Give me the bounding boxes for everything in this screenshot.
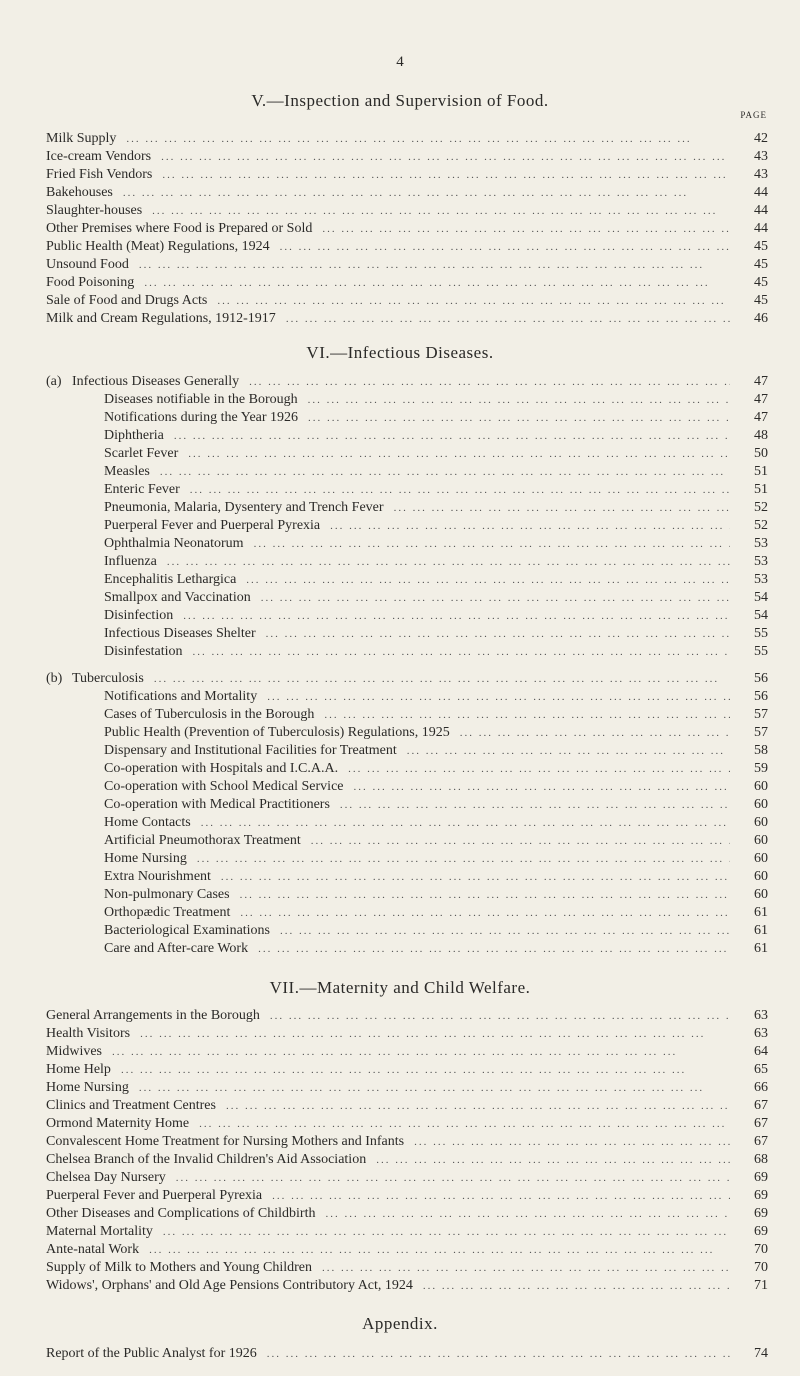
toc-dot-leader bbox=[150, 463, 730, 481]
toc-entry bbox=[46, 1133, 768, 1151]
toc-entry-page: 63 bbox=[754, 1026, 768, 1041]
toc-entry bbox=[46, 571, 768, 589]
toc-entry bbox=[46, 724, 768, 742]
toc-dot-leader bbox=[344, 778, 731, 796]
toc-entry-page: 57 bbox=[754, 707, 768, 722]
toc-entry-label: Ormond Maternity Home bbox=[46, 1116, 190, 1131]
toc-entry-page: 60 bbox=[754, 797, 768, 812]
toc-entry-page: 54 bbox=[754, 590, 768, 605]
toc-entry-label: Home Nursing bbox=[46, 1080, 129, 1095]
toc-entry-label: Milk and Cream Regulations, 1912-1917 bbox=[46, 311, 276, 326]
toc-dot-leader bbox=[152, 166, 730, 184]
toc-dot-leader bbox=[153, 1223, 730, 1241]
toc-entry-label: Dispensary and Institutional Facilities for Treatment bbox=[104, 743, 397, 758]
toc-entry-page: 60 bbox=[754, 887, 768, 902]
toc-entry-label: Infectious Diseases Shelter bbox=[104, 626, 256, 641]
toc-entry bbox=[46, 553, 768, 571]
toc-entry-page: 67 bbox=[754, 1116, 768, 1131]
toc-entry bbox=[46, 481, 768, 499]
toc-entry bbox=[46, 445, 768, 463]
toc-entry-label: Midwives bbox=[46, 1044, 102, 1059]
toc-dot-leader bbox=[157, 553, 730, 571]
toc-entry bbox=[46, 922, 768, 940]
toc-entry-page: 71 bbox=[754, 1278, 768, 1293]
toc-entry-page: 63 bbox=[754, 1008, 768, 1023]
toc-dot-leader bbox=[239, 373, 730, 391]
toc-dot-leader bbox=[270, 238, 730, 256]
toc-entry bbox=[46, 391, 768, 409]
toc-entry-label: Co-operation with School Medical Service bbox=[104, 779, 344, 794]
toc-entry bbox=[46, 1345, 768, 1363]
toc-entry-page: 53 bbox=[754, 572, 768, 587]
section-title-infectious: VI.—Infectious Diseases. bbox=[306, 343, 494, 362]
toc-entry-label: Home Nursing bbox=[104, 851, 187, 866]
toc-entry bbox=[46, 1025, 768, 1043]
toc-entry bbox=[46, 256, 768, 274]
toc-entry-page: 42 bbox=[754, 131, 768, 146]
toc-entry-page: 61 bbox=[754, 923, 768, 938]
toc-entry bbox=[46, 202, 768, 220]
toc-entry-page: 60 bbox=[754, 815, 768, 830]
toc-entry-label: Bacteriological Examinations bbox=[104, 923, 271, 938]
toc-entry bbox=[46, 1115, 768, 1133]
toc-entry bbox=[46, 1151, 768, 1169]
toc-entry-page: 64 bbox=[754, 1044, 768, 1059]
toc-entry-page: 53 bbox=[754, 536, 768, 551]
toc-entry-page: 69 bbox=[754, 1170, 768, 1185]
toc-entry-label: Puerperal Fever and Puerperal Pyrexia bbox=[46, 1188, 263, 1203]
toc-entry-label: Public Health (Meat) Regulations, 1924 bbox=[46, 239, 270, 254]
toc-entry-label: Puerperal Fever and Puerperal Pyrexia bbox=[104, 518, 321, 533]
toc-entry-label: Artificial Pneumothorax Treatment bbox=[104, 833, 301, 848]
toc-entry bbox=[46, 688, 768, 706]
toc-entry bbox=[46, 643, 768, 661]
toc-entry-page: 60 bbox=[754, 869, 768, 884]
toc-entry bbox=[46, 1097, 768, 1115]
toc-dot-leader bbox=[129, 1079, 730, 1097]
toc-entry-page: 45 bbox=[754, 275, 768, 290]
toc-entry bbox=[46, 850, 768, 868]
toc-entry bbox=[46, 778, 768, 796]
toc-entry-label: Fried Fish Vendors bbox=[46, 167, 153, 182]
toc-entry bbox=[46, 1223, 768, 1241]
toc-entry bbox=[46, 832, 768, 850]
toc-entry-label: Chelsea Day Nursery bbox=[46, 1170, 166, 1185]
toc-entry-page: 67 bbox=[754, 1098, 768, 1113]
toc-dot-leader bbox=[244, 535, 730, 553]
toc-dot-leader bbox=[257, 688, 730, 706]
toc-entry-label: Unsound Food bbox=[46, 257, 129, 272]
toc-entry-label: Health Visitors bbox=[46, 1026, 131, 1041]
toc-entry bbox=[46, 310, 768, 328]
toc-entry bbox=[46, 1259, 768, 1277]
toc-entry-page: 56 bbox=[754, 689, 768, 704]
toc-entry bbox=[46, 1043, 768, 1061]
toc-dot-leader bbox=[189, 1115, 730, 1133]
toc-entry bbox=[46, 463, 768, 481]
toc-entry-label: Co-operation with Hospitals and I.C.A.A. bbox=[104, 761, 339, 776]
toc-dot-leader bbox=[166, 1169, 730, 1187]
toc-entry-label: Other Diseases and Complications of Childbirth bbox=[46, 1206, 316, 1221]
toc-entry-label: Report of the Public Analyst for 1926 bbox=[46, 1346, 257, 1361]
toc-entry-page: 60 bbox=[754, 779, 768, 794]
toc-section-maternity bbox=[46, 1007, 768, 1295]
toc-entry-label: Non-pulmonary Cases bbox=[104, 887, 230, 902]
toc-entry-page: 68 bbox=[754, 1152, 768, 1167]
toc-entry-page: 43 bbox=[754, 149, 768, 164]
toc-entry-label: Milk Supply bbox=[46, 131, 117, 146]
toc-entry-page: 70 bbox=[754, 1260, 768, 1275]
toc-entry bbox=[46, 1169, 768, 1187]
toc-entry bbox=[46, 535, 768, 553]
toc-dot-leader bbox=[276, 310, 730, 328]
toc-entry-label: Ante-natal Work bbox=[46, 1242, 140, 1257]
toc-entry-label: Public Health (Prevention of Tuberculosis) Regulations, 1925 bbox=[104, 725, 450, 740]
toc-entry-page: 56 bbox=[754, 671, 768, 686]
toc-entry bbox=[46, 1187, 768, 1205]
toc-entry-page: 53 bbox=[754, 554, 768, 569]
toc-entry bbox=[46, 814, 768, 832]
toc-dot-leader bbox=[404, 1133, 730, 1151]
toc-entry bbox=[46, 238, 768, 256]
toc-entry-page: 69 bbox=[754, 1188, 768, 1203]
toc-dot-leader bbox=[180, 481, 730, 499]
toc-entry bbox=[46, 1241, 768, 1259]
toc-entry-page: 58 bbox=[754, 743, 768, 758]
toc-entry bbox=[46, 625, 768, 643]
toc-dot-leader bbox=[178, 445, 730, 463]
toc-dot-leader bbox=[330, 796, 730, 814]
toc-dot-leader bbox=[230, 886, 730, 904]
toc-entry-label: Notifications during the Year 1926 bbox=[104, 410, 299, 425]
toc-entry-page: 45 bbox=[754, 239, 768, 254]
toc-dot-leader bbox=[173, 607, 730, 625]
toc-entry bbox=[46, 1277, 768, 1295]
toc-entry bbox=[46, 940, 768, 958]
toc-entry-label: Cases of Tuberculosis in the Borough bbox=[104, 707, 315, 722]
toc-entry-page: 69 bbox=[754, 1224, 768, 1239]
toc-entry-marker: (b) bbox=[46, 671, 63, 686]
toc-entry-label: Convalescent Home Treatment for Nursing Mothers and Infants bbox=[46, 1134, 405, 1149]
toc-dot-leader bbox=[111, 1061, 730, 1079]
toc-entry-page: 61 bbox=[754, 905, 768, 920]
toc-entry-label: Enteric Fever bbox=[104, 482, 180, 497]
toc-dot-leader bbox=[256, 625, 730, 643]
toc-entry-label: Co-operation with Medical Practitioners bbox=[104, 797, 330, 812]
toc-entry bbox=[46, 1061, 768, 1079]
toc-dot-leader bbox=[144, 670, 730, 688]
toc-dot-leader bbox=[216, 1097, 730, 1115]
toc-entry-label: Other Premises where Food is Prepared or Sold bbox=[46, 221, 313, 236]
section-title-appendix: Appendix. bbox=[362, 1314, 438, 1333]
toc-dot-leader bbox=[262, 1187, 730, 1205]
toc-dot-leader bbox=[207, 292, 730, 310]
toc-entry-marker: (a) bbox=[46, 374, 62, 389]
toc-entry bbox=[46, 1007, 768, 1025]
toc-entry-label: Extra Nourishment bbox=[104, 869, 211, 884]
toc-entry bbox=[46, 796, 768, 814]
toc-entry-page: 48 bbox=[754, 428, 768, 443]
toc-entry bbox=[46, 760, 768, 778]
toc-entry-label: Home Contacts bbox=[104, 815, 191, 830]
toc-dot-leader bbox=[251, 589, 730, 607]
toc-entry bbox=[46, 409, 768, 427]
toc-entry-page: 44 bbox=[754, 221, 768, 236]
toc-entry-page: 43 bbox=[754, 167, 768, 182]
toc-entry-label: Scarlet Fever bbox=[104, 446, 179, 461]
toc-dot-leader bbox=[450, 724, 730, 742]
toc-entry-label: Supply of Milk to Mothers and Young Children bbox=[46, 1260, 313, 1275]
toc-entry-label: Chelsea Branch of the Invalid Children's Aid Association bbox=[46, 1152, 367, 1167]
toc-dot-leader bbox=[130, 1025, 730, 1043]
toc-entry-page: 70 bbox=[754, 1242, 768, 1257]
toc-entry bbox=[46, 607, 768, 625]
toc-entry-label: Bakehouses bbox=[46, 185, 113, 200]
toc-entry bbox=[46, 148, 768, 166]
toc-entry-page: 67 bbox=[754, 1134, 768, 1149]
toc-entry-label: Measles bbox=[104, 464, 150, 479]
toc-dot-leader bbox=[102, 1043, 730, 1061]
toc-dot-leader bbox=[338, 760, 730, 778]
toc-section-infectious bbox=[46, 373, 768, 958]
toc-entry-label: General Arrangements in the Borough bbox=[46, 1008, 260, 1023]
toc-entry-page: 52 bbox=[754, 518, 768, 533]
toc-dot-leader bbox=[236, 571, 730, 589]
toc-dot-leader bbox=[183, 643, 730, 661]
toc-entry-page: 55 bbox=[754, 626, 768, 641]
toc-dot-leader bbox=[301, 832, 730, 850]
toc-dot-leader bbox=[248, 940, 730, 958]
toc-dot-leader bbox=[139, 1241, 730, 1259]
toc-entry-page: 59 bbox=[754, 761, 768, 776]
toc-dot-leader bbox=[298, 409, 730, 427]
toc-entry-page: 74 bbox=[754, 1346, 768, 1361]
toc-dot-leader bbox=[270, 922, 730, 940]
toc-entry-text: Tuberculosis bbox=[72, 671, 144, 686]
toc-entry-label: Orthopædic Treatment bbox=[104, 905, 231, 920]
toc-entry-page: 45 bbox=[754, 293, 768, 308]
toc-dot-leader bbox=[230, 904, 730, 922]
toc-entry-page: 47 bbox=[754, 392, 768, 407]
toc-entry bbox=[46, 274, 768, 292]
toc-dot-leader bbox=[366, 1151, 730, 1169]
toc-entry bbox=[46, 886, 768, 904]
toc-entry-label: Ice-cream Vendors bbox=[46, 149, 152, 164]
toc-dot-leader bbox=[151, 148, 730, 166]
toc-entry bbox=[46, 904, 768, 922]
toc-entry-page: 52 bbox=[754, 500, 768, 515]
toc-entry bbox=[46, 706, 768, 724]
toc-dot-leader bbox=[312, 1259, 730, 1277]
toc-entry-page: 51 bbox=[754, 464, 768, 479]
toc-entry-label: Influenza bbox=[104, 554, 157, 569]
toc-entry bbox=[46, 868, 768, 886]
toc-entry-label: Widows', Orphans' and Old Age Pensions Contributory Act, 1924 bbox=[46, 1278, 413, 1293]
section-title-food: V.—Inspection and Supervision of Food. bbox=[251, 91, 549, 110]
toc-entry-label: Encephalitis Lethargica bbox=[104, 572, 237, 587]
toc-dot-leader bbox=[164, 427, 730, 445]
toc-entry-label bbox=[46, 670, 144, 688]
toc-entry bbox=[46, 742, 768, 760]
toc-entry-text: Infectious Diseases Generally bbox=[72, 374, 240, 389]
toc-entry bbox=[46, 166, 768, 184]
toc-section-appendix bbox=[46, 1345, 768, 1363]
toc-entry-label: Maternal Mortality bbox=[46, 1224, 153, 1239]
toc-entry-page: 60 bbox=[754, 833, 768, 848]
toc-dot-leader bbox=[116, 130, 730, 148]
toc-entry bbox=[46, 427, 768, 445]
toc-entry bbox=[46, 517, 768, 535]
toc-entry-label: Clinics and Treatment Centres bbox=[46, 1098, 216, 1113]
toc-entry-label: Sale of Food and Drugs Acts bbox=[46, 293, 208, 308]
toc-dot-leader bbox=[314, 706, 730, 724]
toc-entry-label: Smallpox and Vaccination bbox=[104, 590, 251, 605]
toc-entry-label: Ophthalmia Neonatorum bbox=[104, 536, 244, 551]
toc-entry-page: 66 bbox=[754, 1080, 768, 1095]
toc-entry-page: 44 bbox=[754, 203, 768, 218]
toc-dot-leader bbox=[298, 391, 730, 409]
toc-entry-label: Slaughter-houses bbox=[46, 203, 143, 218]
toc-dot-leader bbox=[260, 1007, 730, 1025]
toc-dot-leader bbox=[211, 868, 730, 886]
toc-entry bbox=[46, 1205, 768, 1223]
toc-entry bbox=[46, 292, 768, 310]
toc-dot-leader bbox=[113, 184, 730, 202]
toc-dot-leader bbox=[142, 202, 730, 220]
toc-entry bbox=[46, 499, 768, 517]
toc-section-food bbox=[46, 130, 768, 328]
toc-entry-page: 54 bbox=[754, 608, 768, 623]
toc-entry-page: 50 bbox=[754, 446, 768, 461]
toc-entry-page: 47 bbox=[754, 374, 768, 389]
toc-entry-page: 47 bbox=[754, 410, 768, 425]
toc-entry-page: 46 bbox=[754, 311, 768, 326]
toc-dot-leader bbox=[413, 1277, 730, 1295]
toc-entry-page: 65 bbox=[754, 1062, 768, 1077]
toc-entry-label: Notifications and Mortality bbox=[104, 689, 258, 704]
toc-entry bbox=[46, 130, 768, 148]
toc-entry-label: Pneumonia, Malaria, Dysentery and Trench Fever bbox=[104, 500, 384, 515]
toc-entry-page: 45 bbox=[754, 257, 768, 272]
toc-entry-page: 57 bbox=[754, 725, 768, 740]
page-column-header: PAGE bbox=[740, 110, 767, 120]
toc-entry-label: Diseases notifiable in the Borough bbox=[104, 392, 298, 407]
toc-entry bbox=[46, 184, 768, 202]
toc-entry bbox=[46, 1079, 768, 1097]
toc-dot-leader bbox=[384, 499, 730, 517]
toc-entry-page: 61 bbox=[754, 941, 768, 956]
toc-entry bbox=[46, 373, 768, 391]
section-title-maternity: VII.—Maternity and Child Welfare. bbox=[269, 978, 531, 997]
toc-dot-leader bbox=[397, 742, 730, 760]
toc-entry-page: 60 bbox=[754, 851, 768, 866]
toc-entry bbox=[46, 589, 768, 607]
toc-entry-page: 55 bbox=[754, 644, 768, 659]
toc-dot-leader bbox=[315, 1205, 730, 1223]
toc-entry-label: Diphtheria bbox=[104, 428, 164, 443]
toc-entry-page: 44 bbox=[754, 185, 768, 200]
toc-entry-label: Food Poisoning bbox=[46, 275, 135, 290]
toc-entry bbox=[46, 670, 768, 688]
toc-dot-leader bbox=[134, 274, 730, 292]
toc-dot-leader bbox=[129, 256, 730, 274]
toc-entry-page: 51 bbox=[754, 482, 768, 497]
toc-dot-leader bbox=[187, 850, 730, 868]
toc-entry bbox=[46, 220, 768, 238]
toc-dot-leader bbox=[257, 1345, 730, 1363]
toc-entry-label: Disinfection bbox=[104, 608, 174, 623]
toc-entry-label: Home Help bbox=[46, 1062, 111, 1077]
toc-dot-leader bbox=[320, 517, 730, 535]
page-number: 4 bbox=[396, 54, 404, 70]
toc-entry-label: Disinfestation bbox=[104, 644, 183, 659]
toc-entry-page: 69 bbox=[754, 1206, 768, 1221]
toc-dot-leader bbox=[191, 814, 730, 832]
toc-entry-label: Care and After-care Work bbox=[104, 941, 249, 956]
toc-dot-leader bbox=[312, 220, 730, 238]
toc-entry-label bbox=[46, 373, 239, 391]
